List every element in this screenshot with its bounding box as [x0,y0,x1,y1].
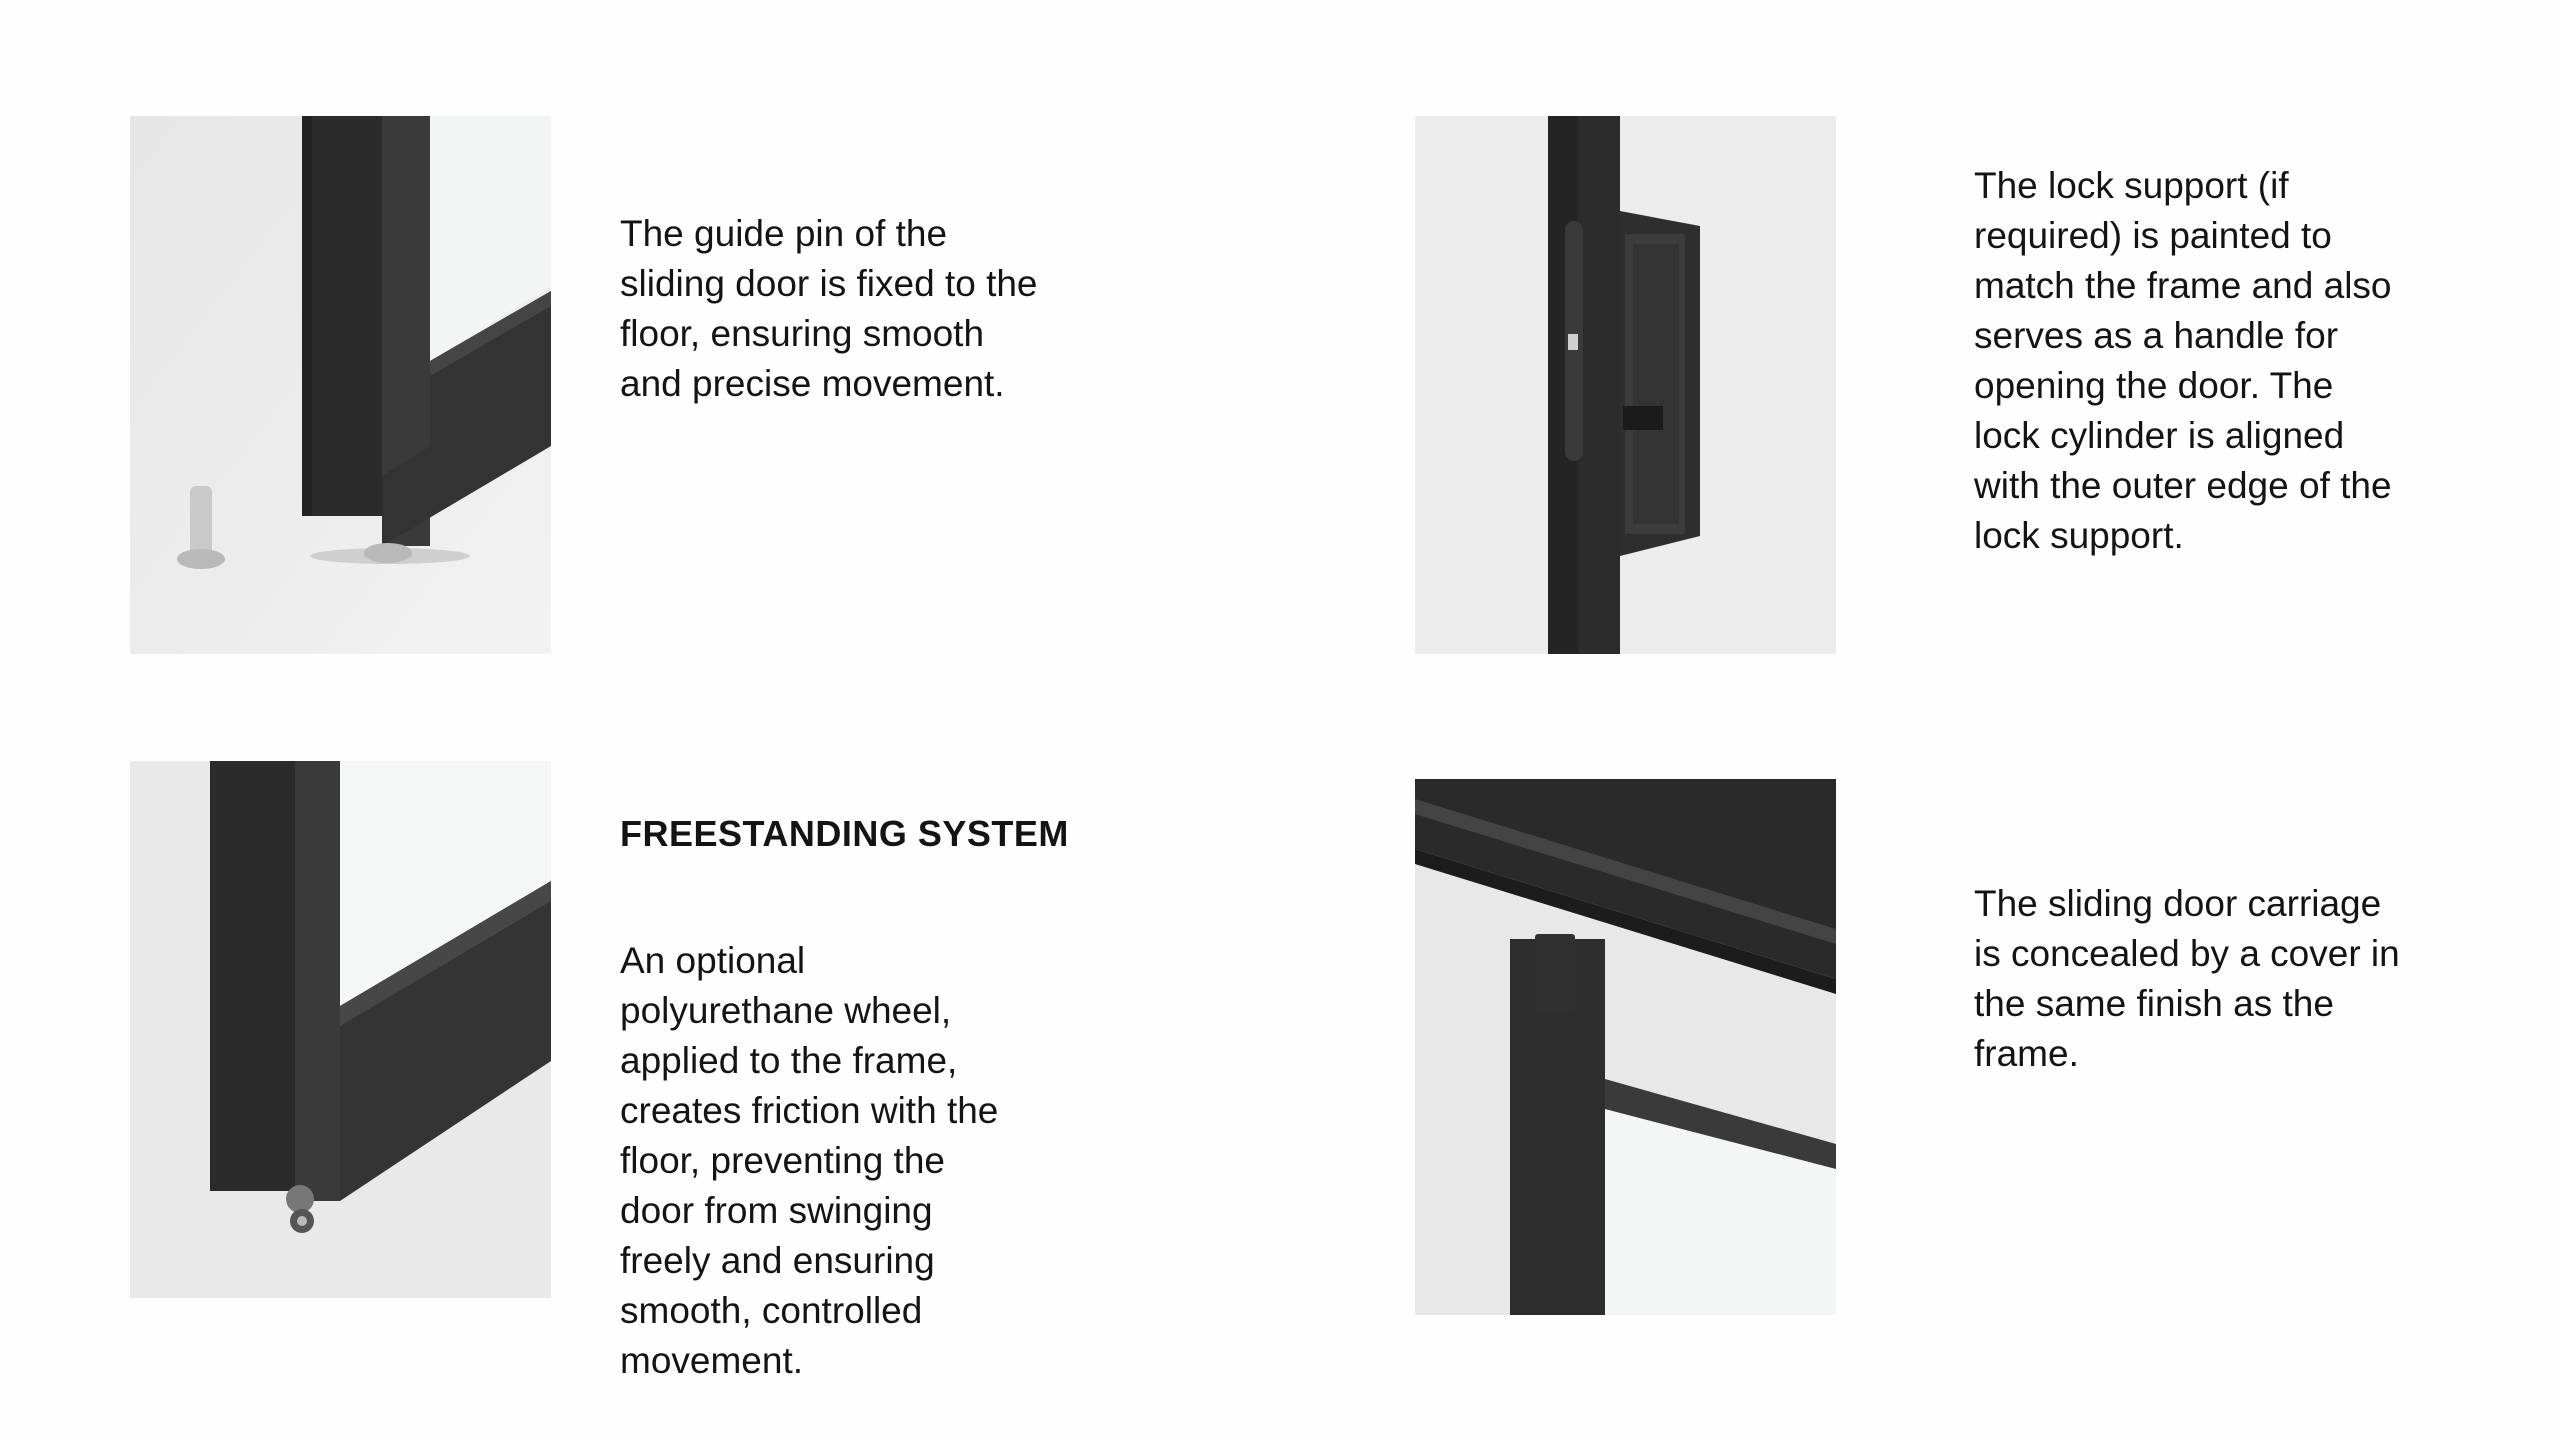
freestanding-wheel-photo [130,761,551,1298]
carriage-description: The sliding door carriage is concealed by a cover in the same finish as the frame. [1974,883,2400,1074]
carriage-cover-photo [1415,779,1836,1315]
lock-support-description: The lock support (if required) is painted to match the frame and also serves as a handle for opening the door. The lock cylinder is aligned with the outer edge of the lock support. [1974,165,2392,556]
lock-support-photo [1415,116,1836,654]
guide-pin-description: The guide pin of the sliding door is fixed to the floor, ensuring smooth and precise movement. [620,213,1038,404]
freestanding-system-heading: FREESTANDING SYSTEM [620,813,1069,854]
guide-pin-photo [130,116,551,654]
freestanding-system-description: An optional polyurethane wheel, applied to the frame, creates friction with the floor, preventing the door from swinging freely and ensuring smooth, controlled movement. [620,940,999,1381]
